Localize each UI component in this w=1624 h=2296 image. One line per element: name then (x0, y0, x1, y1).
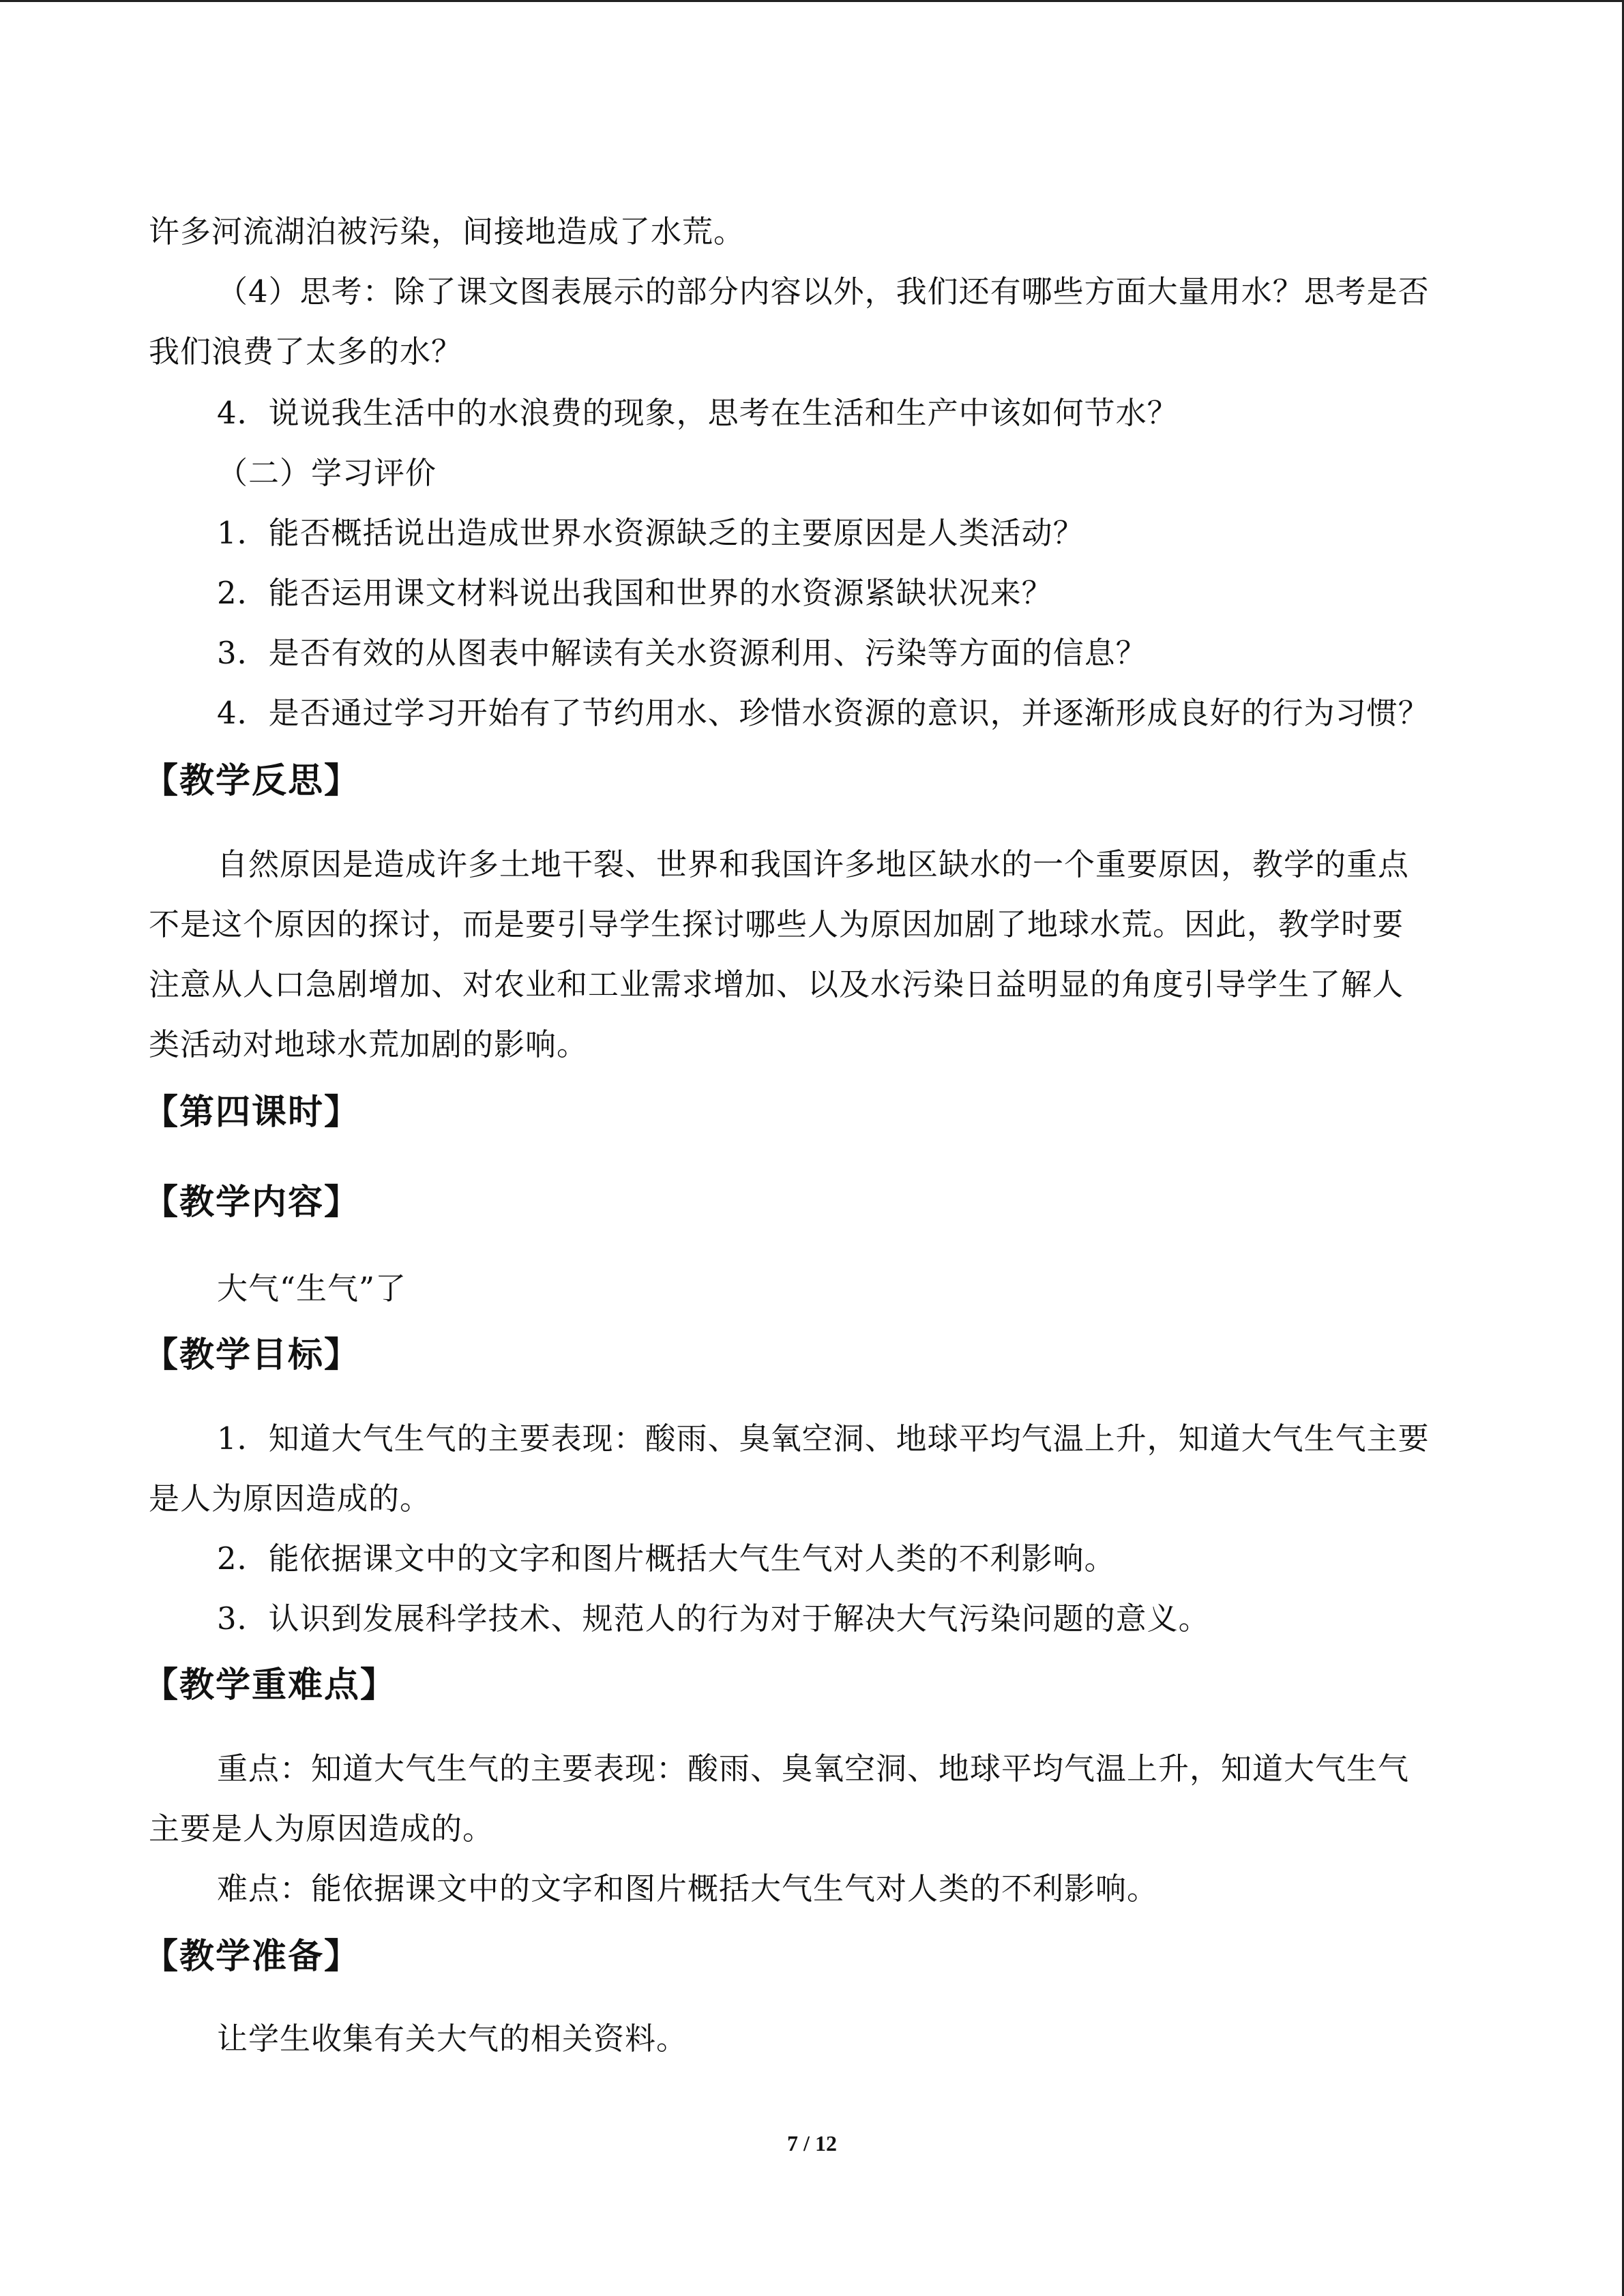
reflection-line: 注意从人口急剧增加、对农业和工业需求增加、以及水污染日益明显的角度引导学生了解人 (149, 966, 1404, 1002)
section-heading-reflection: 【教学反思】 (143, 761, 361, 801)
section-heading-objectives: 【教学目标】 (143, 1335, 361, 1375)
objective-line: 是人为原因造成的。 (149, 1480, 432, 1517)
key-point-line: 难点：能依据课文中的文字和图片概括大气生气对人类的不利影响。 (217, 1870, 1159, 1907)
key-point-line: 主要是人为原因造成的。 (149, 1810, 494, 1847)
evaluation-item: 2．能否运用课文材料说出我国和世界的水资源紧缺状况来？ (217, 575, 1053, 611)
body-line: 许多河流湖泊被污染，间接地造成了水荒。 (149, 213, 745, 250)
section-heading-preparation: 【教学准备】 (143, 1937, 361, 1977)
key-point-line: 重点：知道大气生气的主要表现：酸雨、臭氧空洞、地球平均气温上升，知道大气生气 (217, 1750, 1410, 1787)
section-heading-content: 【教学内容】 (143, 1182, 361, 1223)
evaluation-item: 1．能否概括说出造成世界水资源缺乏的主要原因是人类活动？ (217, 515, 1084, 551)
reflection-line: 类活动对地球水荒加剧的影响。 (149, 1026, 589, 1062)
lesson-heading: 【第四课时】 (143, 1092, 361, 1133)
page-top-rule (0, 0, 1624, 2)
reflection-line: 不是这个原因的探讨，而是要引导学生探讨哪些人为原因加剧了地球水荒。因此，教学时要 (149, 906, 1404, 942)
content-text: 大气“生气”了 (217, 1270, 407, 1307)
page-number: 7 / 12 (787, 2131, 837, 2156)
body-line: （二）学习评价 (217, 455, 437, 491)
objective-line: 1．知道大气生气的主要表现：酸雨、臭氧空洞、地球平均气温上升，知道大气生气主要 (217, 1420, 1430, 1457)
body-line: 我们浪费了太多的水？ (149, 333, 463, 370)
preparation-text: 让学生收集有关大气的相关资料。 (217, 2021, 688, 2057)
objective-line: 2．能依据课文中的文字和图片概括大气生气对人类的不利影响。 (217, 1540, 1116, 1577)
objective-line: 3．认识到发展科学技术、规范人的行为对于解决大气污染问题的意义。 (217, 1600, 1210, 1637)
evaluation-item: 3．是否有效的从图表中解读有关水资源利用、污染等方面的信息？ (217, 635, 1147, 671)
evaluation-item: 4．是否通过学习开始有了节约用水、珍惜水资源的意识，并逐渐形成良好的行为习惯？ (217, 695, 1430, 731)
body-line: 4．说说我生活中的水浪费的现象，思考在生活和生产中该如何节水？ (217, 395, 1179, 431)
section-heading-key-points: 【教学重难点】 (143, 1665, 397, 1705)
body-line: （4）思考：除了课文图表展示的部分内容以外，我们还有哪些方面大量用水？思考是否 (217, 273, 1430, 310)
reflection-line: 自然原因是造成许多土地干裂、世界和我国许多地区缺水的一个重要原因，教学的重点 (217, 846, 1410, 882)
